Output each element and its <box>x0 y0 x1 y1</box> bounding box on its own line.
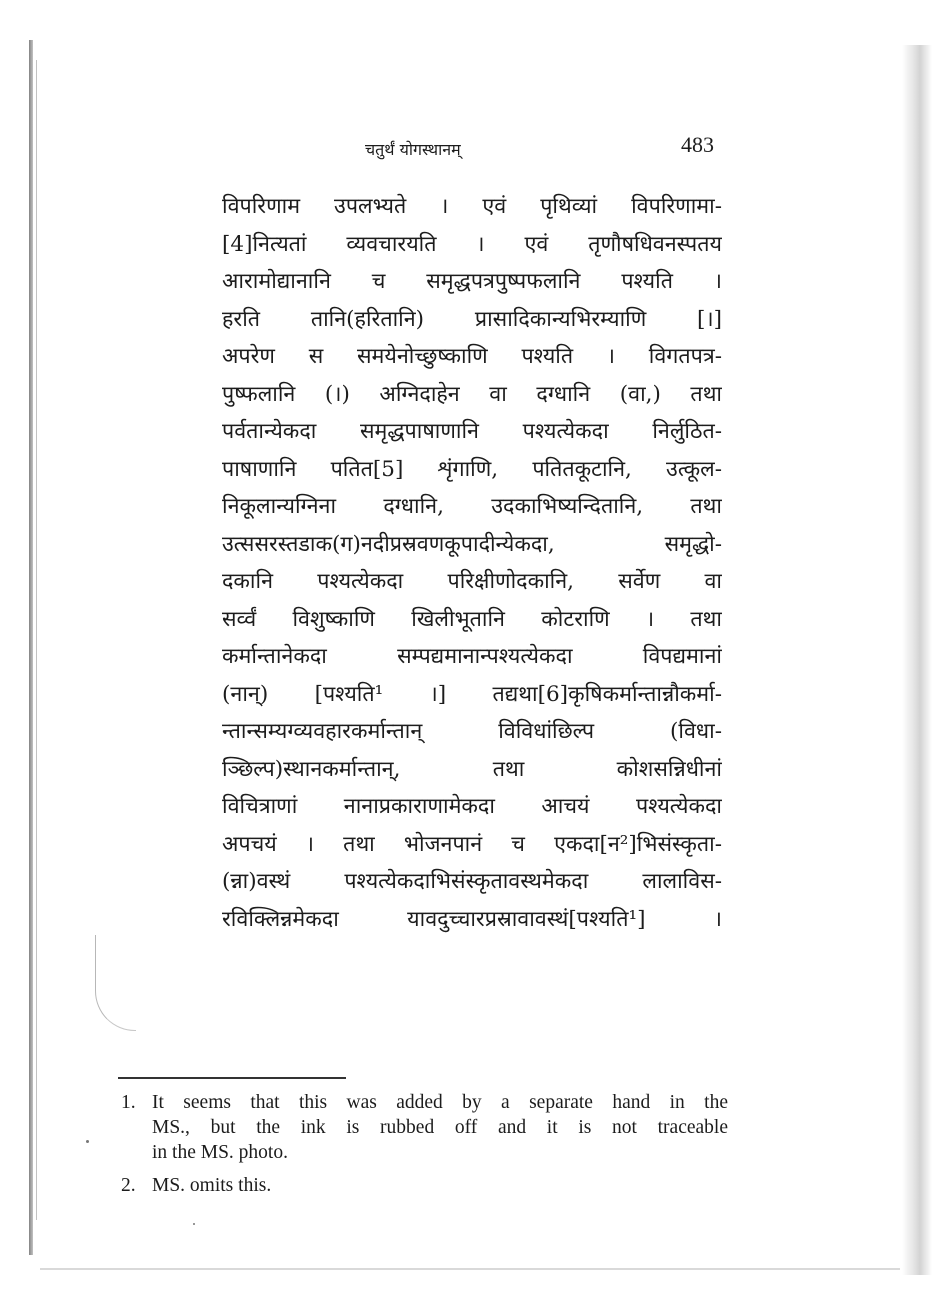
page-header <box>365 132 725 162</box>
text-line: न्तान्सम्यग्व्यवहारकर्मान्तान् विविधांछिल्प (विधा- <box>222 719 722 744</box>
footnote-2 <box>118 1173 728 1198</box>
scan-speck <box>193 1223 195 1225</box>
text-line: विचित्राणां नानाप्रकाराणामेकदा आचयं पश्यत्येकदा <box>222 794 722 819</box>
footnote-line: It seems that this was added by a separate hand in the <box>152 1092 728 1113</box>
page-shadow-left <box>29 40 33 1255</box>
footnotes <box>118 1090 728 1206</box>
page-edge-bottom <box>40 1268 900 1270</box>
text-line: कर्मान्तानेकदा सम्पद्यमानान्पश्यत्येकदा विपद्यमानां <box>222 644 722 669</box>
text-line: पर्वतान्येकदा समृद्धपाषाणानि पश्यत्येकदा निर्लुठित- <box>222 419 722 444</box>
page-number: 483 <box>681 132 714 157</box>
text-line: आरामोद्यानानि च समृद्धपत्रपुष्पफलानि पश्यति । <box>222 269 722 294</box>
footnote-line: MS., but the ink is rubbed off and it is not traceable <box>152 1117 728 1138</box>
text-line: उत्ससरस्तडाक(ग)नदीप्रस्रवणकूपादीन्येकदा, समृद्धो- <box>222 531 722 557</box>
text-line: पुष्फलानि (।) अग्निदाहेन वा दग्धानि (वा,) तथा <box>222 381 722 407</box>
text-line: पाषाणानि पतित[5] शृंगाणि, पतितकूटानि, उत्कूल- <box>222 456 722 482</box>
text-line: हरति तानि(हरितानि) प्रासादिकान्यभिरम्याणि [।] <box>222 306 722 332</box>
text-line: दकानि पश्यत्येकदा परिक्षीणोदकानि, सर्वेण वा <box>222 569 722 594</box>
footnote-line: in the MS. photo. <box>152 1142 288 1163</box>
running-title: चतुर्थं योगस्थानम् <box>365 140 461 159</box>
footnote-line: MS. omits this. <box>152 1175 272 1196</box>
text-line: निकूलान्यग्निना दग्धानि, उदकाभिष्यन्दितानि, तथा <box>222 494 722 519</box>
footnote-number: 1. <box>121 1092 136 1113</box>
text-line: अपचयं । तथा भोजनपानं च एकदा[न²]भिसंस्कृता- <box>222 831 722 857</box>
text-line: (नान्) [पश्यति¹ ।] तद्यथा[6]कृषिकर्मान्तान्नौकर्मा- <box>222 681 722 707</box>
scan-speck <box>86 1140 89 1143</box>
body-text <box>222 188 722 938</box>
text-line: सर्व्वं विशुष्काणि खिलीभूतानि कोटराणि । तथा <box>222 606 722 632</box>
text-line: [4]नित्यतां व्यवचारयति । एवं तृणौषधिवनस्पतय <box>222 231 722 257</box>
footnote-1 <box>118 1090 728 1165</box>
page-shadow-right <box>902 45 932 1275</box>
text-line: विपरिणाम उपलभ्यते । एवं पृथिव्यां विपरिणामा- <box>222 194 722 219</box>
page-shadow-left-inner <box>36 60 37 1220</box>
margin-pencil-mark <box>95 935 136 1031</box>
footnote-divider <box>118 1077 346 1079</box>
text-line: अपरेण स समयेनोच्छुष्काणि पश्यति । विगतपत्र- <box>222 344 722 369</box>
footnote-number: 2. <box>121 1175 136 1196</box>
text-line: ञ्छिल्प)स्थानकर्मान्तान्, तथा कोशसन्निधीनां <box>222 756 722 782</box>
text-line: (न्ना)वस्थं पश्यत्येकदाभिसंस्कृतावस्थमेकदा लालाविस- <box>222 869 722 894</box>
text-line: रविक्लिन्नमेकदा यावदुच्चारप्रस्रावावस्थं[पश्यति¹] । <box>222 906 722 932</box>
